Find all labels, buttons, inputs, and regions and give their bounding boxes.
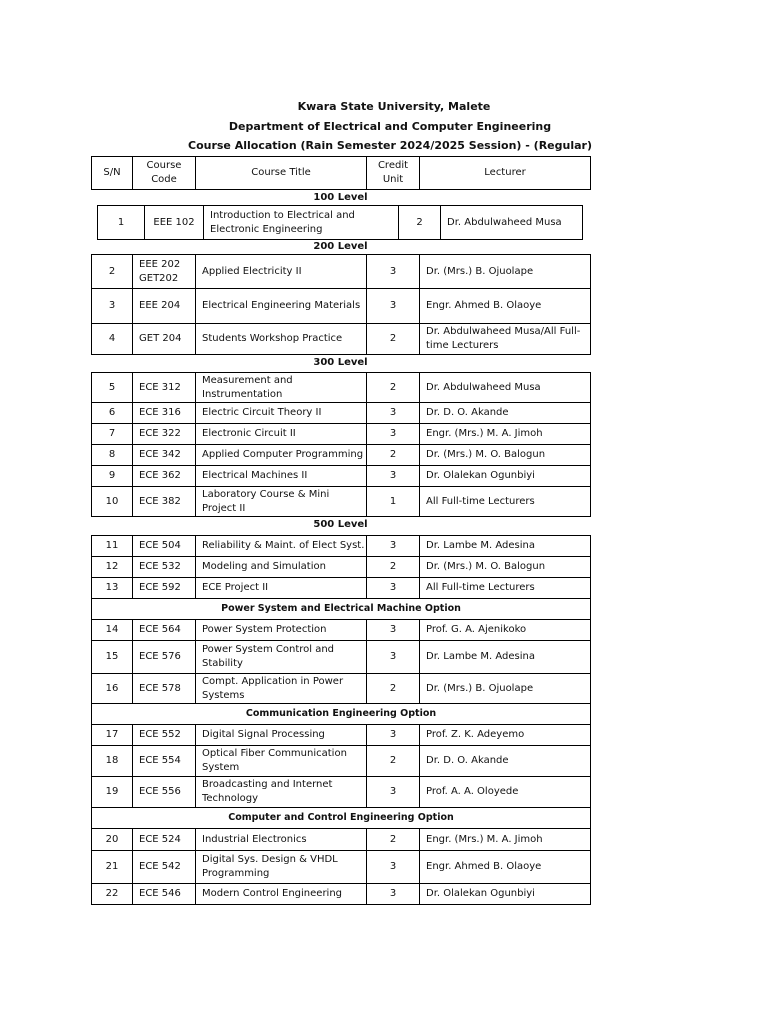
cell-code: ECE 542 bbox=[133, 851, 196, 884]
level-200-heading: 200 Level bbox=[313, 241, 368, 252]
cell-unit: 3 bbox=[367, 536, 420, 557]
cell-code: ECE 524 bbox=[133, 829, 196, 851]
col-credit-unit: Credit Unit bbox=[367, 157, 420, 190]
cell-sn: 3 bbox=[92, 289, 133, 324]
table-row bbox=[92, 851, 591, 884]
cell-lecturer: Dr. (Mrs.) B. Ojuolape bbox=[420, 255, 591, 289]
col-sn: S/N bbox=[92, 157, 133, 190]
table-row bbox=[98, 206, 583, 240]
cell-sn: 5 bbox=[92, 373, 133, 403]
cell-unit: 2 bbox=[367, 445, 420, 466]
cell-title: Applied Computer Programming bbox=[196, 445, 367, 466]
table-row bbox=[92, 620, 591, 641]
cell-sn: 15 bbox=[92, 641, 133, 674]
university-title: Kwara State University, Malete bbox=[297, 100, 491, 113]
cell-unit: 2 bbox=[367, 373, 420, 403]
cell-unit: 3 bbox=[367, 255, 420, 289]
cell-unit: 3 bbox=[367, 578, 420, 599]
cell-lecturer: Prof. G. A. Ajenikoko bbox=[420, 620, 591, 641]
cell-sn: 11 bbox=[92, 536, 133, 557]
cell-sn: 7 bbox=[92, 424, 133, 445]
cell-unit: 2 bbox=[399, 206, 441, 240]
cell-unit: 3 bbox=[367, 725, 420, 746]
cell-lecturer: Dr. (Mrs.) M. O. Balogun bbox=[420, 445, 591, 466]
cell-unit: 2 bbox=[367, 674, 420, 704]
cell-title: Introduction to Electrical and Electronic Engineering bbox=[204, 206, 399, 240]
department-title: Department of Electrical and Computer Engineering bbox=[228, 120, 552, 133]
cell-code: ECE 504 bbox=[133, 536, 196, 557]
cell-unit: 3 bbox=[367, 403, 420, 424]
table-row bbox=[92, 373, 591, 403]
table-row bbox=[92, 255, 591, 289]
cell-lecturer: All Full-time Lecturers bbox=[420, 578, 591, 599]
cell-code: ECE 312 bbox=[133, 373, 196, 403]
cell-title: Laboratory Course & Mini Project II bbox=[196, 487, 367, 517]
cell-lecturer: Prof. A. A. Oloyede bbox=[420, 777, 591, 808]
cell-sn: 10 bbox=[92, 487, 133, 517]
cell-title: Reliability & Maint. of Elect Syst. bbox=[196, 536, 367, 557]
table-row bbox=[92, 424, 591, 445]
level-100-heading: 100 Level bbox=[313, 192, 368, 203]
col-lecturer: Lecturer bbox=[420, 157, 591, 190]
cell-unit: 3 bbox=[367, 466, 420, 487]
power-option-heading: Power System and Electrical Machine Option bbox=[92, 599, 591, 620]
cell-sn: 22 bbox=[92, 884, 133, 905]
table-row bbox=[92, 536, 591, 557]
cell-sn: 21 bbox=[92, 851, 133, 884]
table-row bbox=[92, 324, 591, 355]
cell-lecturer: Dr. Olalekan Ogunbiyi bbox=[420, 466, 591, 487]
cell-code: EEE 102 bbox=[145, 206, 204, 240]
table-row bbox=[92, 445, 591, 466]
comm-option-heading: Communication Engineering Option bbox=[92, 704, 591, 725]
cell-lecturer: Prof. Z. K. Adeyemo bbox=[420, 725, 591, 746]
option-row bbox=[92, 599, 591, 620]
cell-unit: 3 bbox=[367, 620, 420, 641]
cell-title: Digital Signal Processing bbox=[196, 725, 367, 746]
table-500-level bbox=[91, 535, 591, 905]
cell-code: ECE 316 bbox=[133, 403, 196, 424]
cell-unit: 3 bbox=[367, 424, 420, 445]
table-row bbox=[92, 578, 591, 599]
table-300-level bbox=[91, 372, 591, 517]
cell-title: Industrial Electronics bbox=[196, 829, 367, 851]
table-row bbox=[92, 466, 591, 487]
cell-sn: 20 bbox=[92, 829, 133, 851]
cell-sn: 2 bbox=[92, 255, 133, 289]
table-100-level bbox=[97, 205, 583, 240]
allocation-title: Course Allocation (Rain Semester 2024/2025 Session) - (Regular) bbox=[188, 139, 592, 152]
table-row bbox=[92, 641, 591, 674]
table-200-level bbox=[91, 254, 591, 355]
cell-title: Modern Control Engineering bbox=[196, 884, 367, 905]
cell-lecturer: Dr. D. O. Akande bbox=[420, 403, 591, 424]
table-row bbox=[92, 674, 591, 704]
cell-sn: 13 bbox=[92, 578, 133, 599]
cell-code: ECE 342 bbox=[133, 445, 196, 466]
cell-title: Compt. Application in Power Systems bbox=[196, 674, 367, 704]
cell-sn: 17 bbox=[92, 725, 133, 746]
cell-title: Electrical Engineering Materials bbox=[196, 289, 367, 324]
table-row bbox=[92, 777, 591, 808]
cell-title: Applied Electricity II bbox=[196, 255, 367, 289]
table-row bbox=[92, 829, 591, 851]
cell-lecturer: Dr. Lambe M. Adesina bbox=[420, 536, 591, 557]
cell-lecturer: Dr. Abdulwaheed Musa/All Full-time Lecturers bbox=[420, 324, 591, 355]
cell-code: GET 204 bbox=[133, 324, 196, 355]
cell-lecturer: Engr. (Mrs.) M. A. Jimoh bbox=[420, 829, 591, 851]
cell-code: ECE 576 bbox=[133, 641, 196, 674]
table-row bbox=[92, 289, 591, 324]
cell-unit: 3 bbox=[367, 777, 420, 808]
table-row bbox=[92, 725, 591, 746]
table-row bbox=[92, 746, 591, 777]
cell-title: Students Workshop Practice bbox=[196, 324, 367, 355]
cell-sn: 4 bbox=[92, 324, 133, 355]
cell-code: ECE 552 bbox=[133, 725, 196, 746]
cell-lecturer: Dr. Abdulwaheed Musa bbox=[420, 373, 591, 403]
level-300-heading: 300 Level bbox=[313, 357, 368, 368]
cell-unit: 3 bbox=[367, 641, 420, 674]
cell-lecturer: Engr. Ahmed B. Olaoye bbox=[420, 289, 591, 324]
cell-code: ECE 532 bbox=[133, 557, 196, 578]
cell-sn: 9 bbox=[92, 466, 133, 487]
cell-code: ECE 564 bbox=[133, 620, 196, 641]
cell-sn: 6 bbox=[92, 403, 133, 424]
cell-lecturer: Engr. Ahmed B. Olaoye bbox=[420, 851, 591, 884]
cell-sn: 8 bbox=[92, 445, 133, 466]
cell-title: Power System Protection bbox=[196, 620, 367, 641]
cell-code: ECE 556 bbox=[133, 777, 196, 808]
column-header-row bbox=[92, 157, 591, 190]
comp-option-heading: Computer and Control Engineering Option bbox=[92, 808, 591, 829]
cell-sn: 18 bbox=[92, 746, 133, 777]
table-row bbox=[92, 557, 591, 578]
cell-lecturer: Dr. Olalekan Ogunbiyi bbox=[420, 884, 591, 905]
cell-unit: 2 bbox=[367, 829, 420, 851]
cell-title: Electronic Circuit II bbox=[196, 424, 367, 445]
cell-code: ECE 322 bbox=[133, 424, 196, 445]
cell-unit: 2 bbox=[367, 557, 420, 578]
cell-title: Measurement and Instrumentation bbox=[196, 373, 367, 403]
cell-unit: 2 bbox=[367, 746, 420, 777]
cell-code: ECE 578 bbox=[133, 674, 196, 704]
cell-lecturer: Dr. (Mrs.) M. O. Balogun bbox=[420, 557, 591, 578]
cell-code: EEE 202 GET202 bbox=[133, 255, 196, 289]
cell-sn: 16 bbox=[92, 674, 133, 704]
cell-lecturer: Dr. (Mrs.) B. Ojuolape bbox=[420, 674, 591, 704]
table-row bbox=[92, 403, 591, 424]
cell-sn: 1 bbox=[98, 206, 145, 240]
cell-lecturer: Dr. Lambe M. Adesina bbox=[420, 641, 591, 674]
cell-code: EEE 204 bbox=[133, 289, 196, 324]
cell-sn: 19 bbox=[92, 777, 133, 808]
cell-title: Power System Control and Stability bbox=[196, 641, 367, 674]
col-course-code: Course Code bbox=[133, 157, 196, 190]
option-row bbox=[92, 704, 591, 725]
cell-unit: 2 bbox=[367, 324, 420, 355]
cell-code: ECE 546 bbox=[133, 884, 196, 905]
cell-code: ECE 362 bbox=[133, 466, 196, 487]
cell-lecturer: All Full-time Lecturers bbox=[420, 487, 591, 517]
cell-lecturer: Engr. (Mrs.) M. A. Jimoh bbox=[420, 424, 591, 445]
cell-title: Optical Fiber Communication System bbox=[196, 746, 367, 777]
cell-sn: 14 bbox=[92, 620, 133, 641]
level-500-heading: 500 Level bbox=[313, 519, 368, 530]
cell-title: Broadcasting and Internet Technology bbox=[196, 777, 367, 808]
col-course-title: Course Title bbox=[196, 157, 367, 190]
cell-title: Electrical Machines II bbox=[196, 466, 367, 487]
table-row bbox=[92, 884, 591, 905]
cell-code: ECE 382 bbox=[133, 487, 196, 517]
cell-lecturer: Dr. D. O. Akande bbox=[420, 746, 591, 777]
cell-sn: 12 bbox=[92, 557, 133, 578]
option-row bbox=[92, 808, 591, 829]
cell-unit: 1 bbox=[367, 487, 420, 517]
cell-lecturer: Dr. Abdulwaheed Musa bbox=[441, 206, 583, 240]
cell-unit: 3 bbox=[367, 884, 420, 905]
table-row bbox=[92, 487, 591, 517]
cell-title: Electric Circuit Theory II bbox=[196, 403, 367, 424]
cell-unit: 3 bbox=[367, 289, 420, 324]
cell-unit: 3 bbox=[367, 851, 420, 884]
cell-title: Modeling and Simulation bbox=[196, 557, 367, 578]
cell-title: ECE Project II bbox=[196, 578, 367, 599]
cell-code: ECE 554 bbox=[133, 746, 196, 777]
cell-title: Digital Sys. Design & VHDL Programming bbox=[196, 851, 367, 884]
column-header-table bbox=[91, 156, 591, 190]
cell-code: ECE 592 bbox=[133, 578, 196, 599]
